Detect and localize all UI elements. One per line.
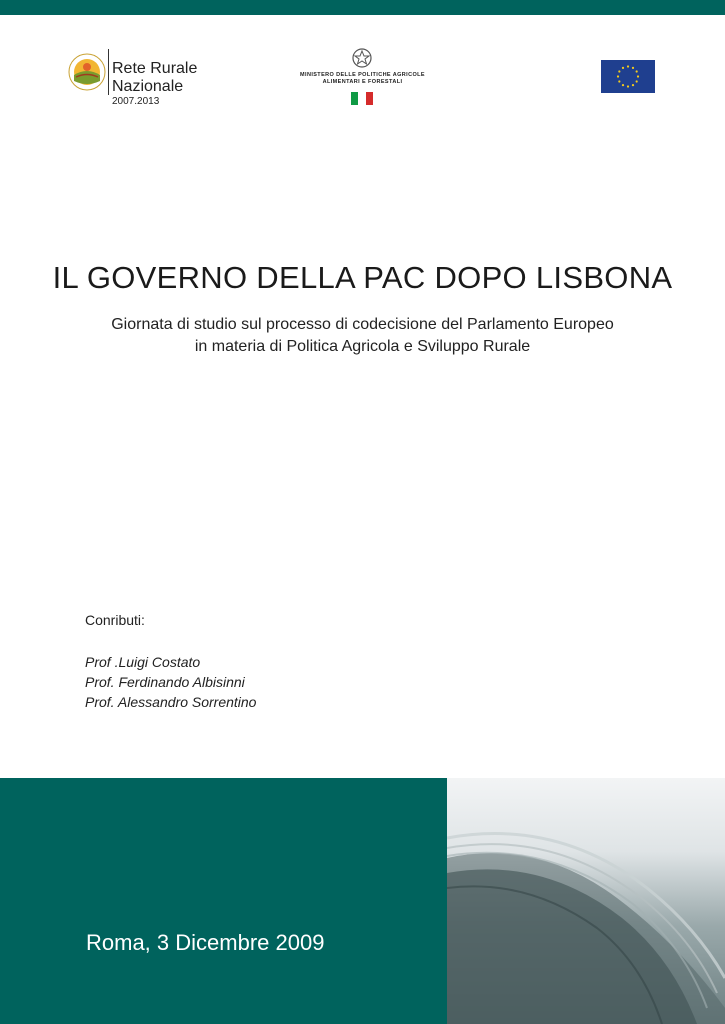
italian-emblem-icon	[351, 47, 373, 69]
flag-green-stripe	[351, 92, 358, 105]
eu-star-icon	[632, 84, 634, 86]
contributor-name: Prof .Luigi Costato	[85, 654, 201, 670]
ministry-name	[290, 72, 435, 86]
eu-star-icon	[627, 65, 629, 67]
eu-star-icon	[618, 70, 620, 72]
logo-text-line2: Nazionale	[112, 78, 184, 95]
ministry-name-line1: MINISTERO DELLE POLITICHE AGRICOLE	[300, 72, 425, 78]
logo-divider	[108, 49, 109, 95]
contributor-name: Prof. Alessandro Sorrentino	[85, 694, 257, 710]
rete-rurale-logo	[68, 47, 208, 109]
eu-star-icon	[632, 67, 634, 69]
logo-text-line1: Rete Rurale	[112, 60, 198, 77]
flag-white-stripe	[358, 92, 365, 105]
eu-star-icon	[618, 80, 620, 82]
logo-years: 2007.2013	[112, 96, 160, 107]
open-book-illustration	[447, 778, 725, 1024]
subtitle-line2: in materia di Politica Agricola e Sviluppo Rurale	[194, 338, 531, 355]
rete-rurale-emblem-icon	[68, 53, 106, 91]
eu-star-icon	[622, 84, 624, 86]
footer-band	[0, 778, 447, 1024]
contributors-list	[85, 652, 256, 712]
book-photo	[447, 778, 725, 1024]
document-title: IL GOVERNO DELLA PAC DOPO LISBONA	[52, 260, 673, 295]
eu-star-icon	[636, 70, 638, 72]
eu-star-icon	[636, 80, 638, 82]
top-color-bar	[0, 0, 725, 15]
flag-red-stripe	[366, 92, 373, 105]
subtitle-line1: Giornata di studio sul processo di codecisione del Parlamento Europeo	[111, 316, 614, 333]
document-subtitle	[0, 314, 725, 358]
eu-flag-icon	[601, 60, 655, 93]
eu-flag-background	[601, 60, 655, 93]
eu-star-icon	[617, 75, 619, 77]
contributors-label: Conributi:	[85, 612, 145, 628]
contributor-name: Prof. Ferdinando Albisinni	[85, 674, 245, 690]
eu-star-icon	[627, 85, 629, 87]
ministry-logo	[290, 47, 435, 109]
eu-star-icon	[637, 75, 639, 77]
event-date: Roma, 3 Dicembre 2009	[86, 930, 325, 955]
italian-flag-icon	[351, 92, 373, 105]
eu-star-icon	[622, 67, 624, 69]
ministry-name-line2: ALIMENTARI E FORESTALI	[322, 79, 403, 85]
